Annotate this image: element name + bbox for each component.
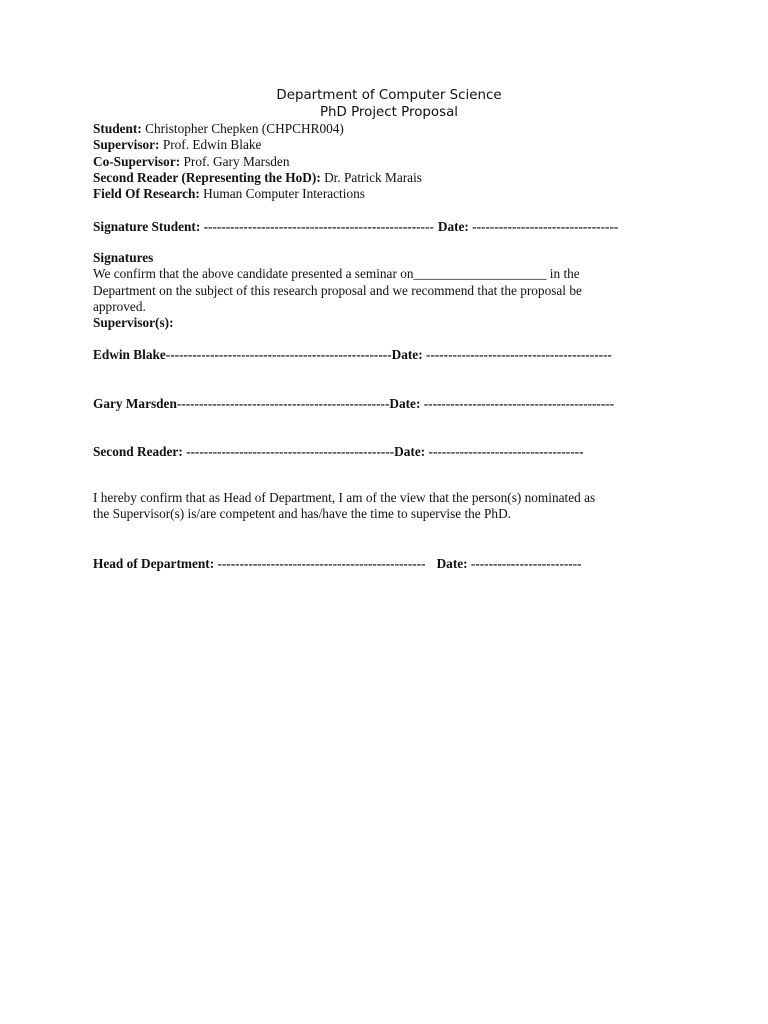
seminar-confirmation-line-2: Department on the subject of this research proposal and we recommend that the proposal be xyxy=(93,282,582,298)
field-of-research-row xyxy=(93,186,683,202)
hod-confirmation-line-2: the Supervisor(s) is/are competent and has/have the time to supervise the PhD. xyxy=(93,506,512,522)
field-of-research-value: Human Computer Interactions xyxy=(203,186,365,202)
student-signature-line xyxy=(93,219,683,235)
hod-confirmation-line-1: I hereby confirm that as Head of Department, I am of the view that the person(s) nominated as xyxy=(93,490,596,505)
supervisor-label: Supervisor: xyxy=(93,137,160,153)
second-reader-label: Second Reader (Representing the HoD): xyxy=(93,169,321,185)
co-supervisor-row xyxy=(93,154,683,170)
document-title: PhD Project Proposal xyxy=(319,105,459,120)
co-supervisor-label: Co-Supervisor: xyxy=(93,153,181,169)
edwin-blake-signature-text: Edwin Blake---------------------------------------------------Date: ------------------------------------------ xyxy=(93,347,612,362)
gary-marsden-signature-line xyxy=(93,396,683,412)
supervisor-row xyxy=(93,137,683,153)
supervisor-value: Prof. Edwin Blake xyxy=(162,137,262,153)
seminar-confirmation-line-3: approved. xyxy=(93,298,146,314)
edwin-blake-signature-line xyxy=(93,347,683,363)
signatures-section xyxy=(93,250,683,331)
hod-signature-date: Date: ------------------------- xyxy=(436,556,582,571)
co-supervisor-value: Prof. Gary Marsden xyxy=(183,153,290,169)
signatures-heading: Signatures xyxy=(93,250,154,265)
gary-marsden-signature-text: Gary Marsden------------------------------------------------Date: ------------------------------------------- xyxy=(93,396,615,411)
hod-signature-label: Head of Department: ----------------------------------------------- xyxy=(93,556,426,571)
document-header xyxy=(0,87,768,121)
second-reader-signature-line xyxy=(93,444,683,460)
student-label: Student: xyxy=(93,121,142,136)
second-reader-row xyxy=(93,170,683,186)
student-row xyxy=(93,121,683,137)
proposal-details xyxy=(93,121,683,202)
field-of-research-label: Field Of Research: xyxy=(93,186,200,202)
student-value: Christopher Chepken (CHPCHR004) xyxy=(145,121,344,136)
seminar-confirmation-line-1: We confirm that the above candidate presented a seminar on____________________ in the xyxy=(93,266,580,282)
second-reader-signature-text: Second Reader: -----------------------------------------------Date: ----------------------------------- xyxy=(93,444,584,459)
student-signature-date: Date: --------------------------------- xyxy=(437,219,619,234)
student-signature-label: Signature Student: ---------------------------------------------------- xyxy=(93,219,434,234)
second-reader-value: Dr. Patrick Marais xyxy=(324,169,422,185)
supervisors-label: Supervisor(s): xyxy=(93,315,174,331)
hod-confirmation xyxy=(93,490,683,523)
hod-signature-line xyxy=(93,556,683,572)
department-title: Department of Computer Science xyxy=(276,88,502,103)
